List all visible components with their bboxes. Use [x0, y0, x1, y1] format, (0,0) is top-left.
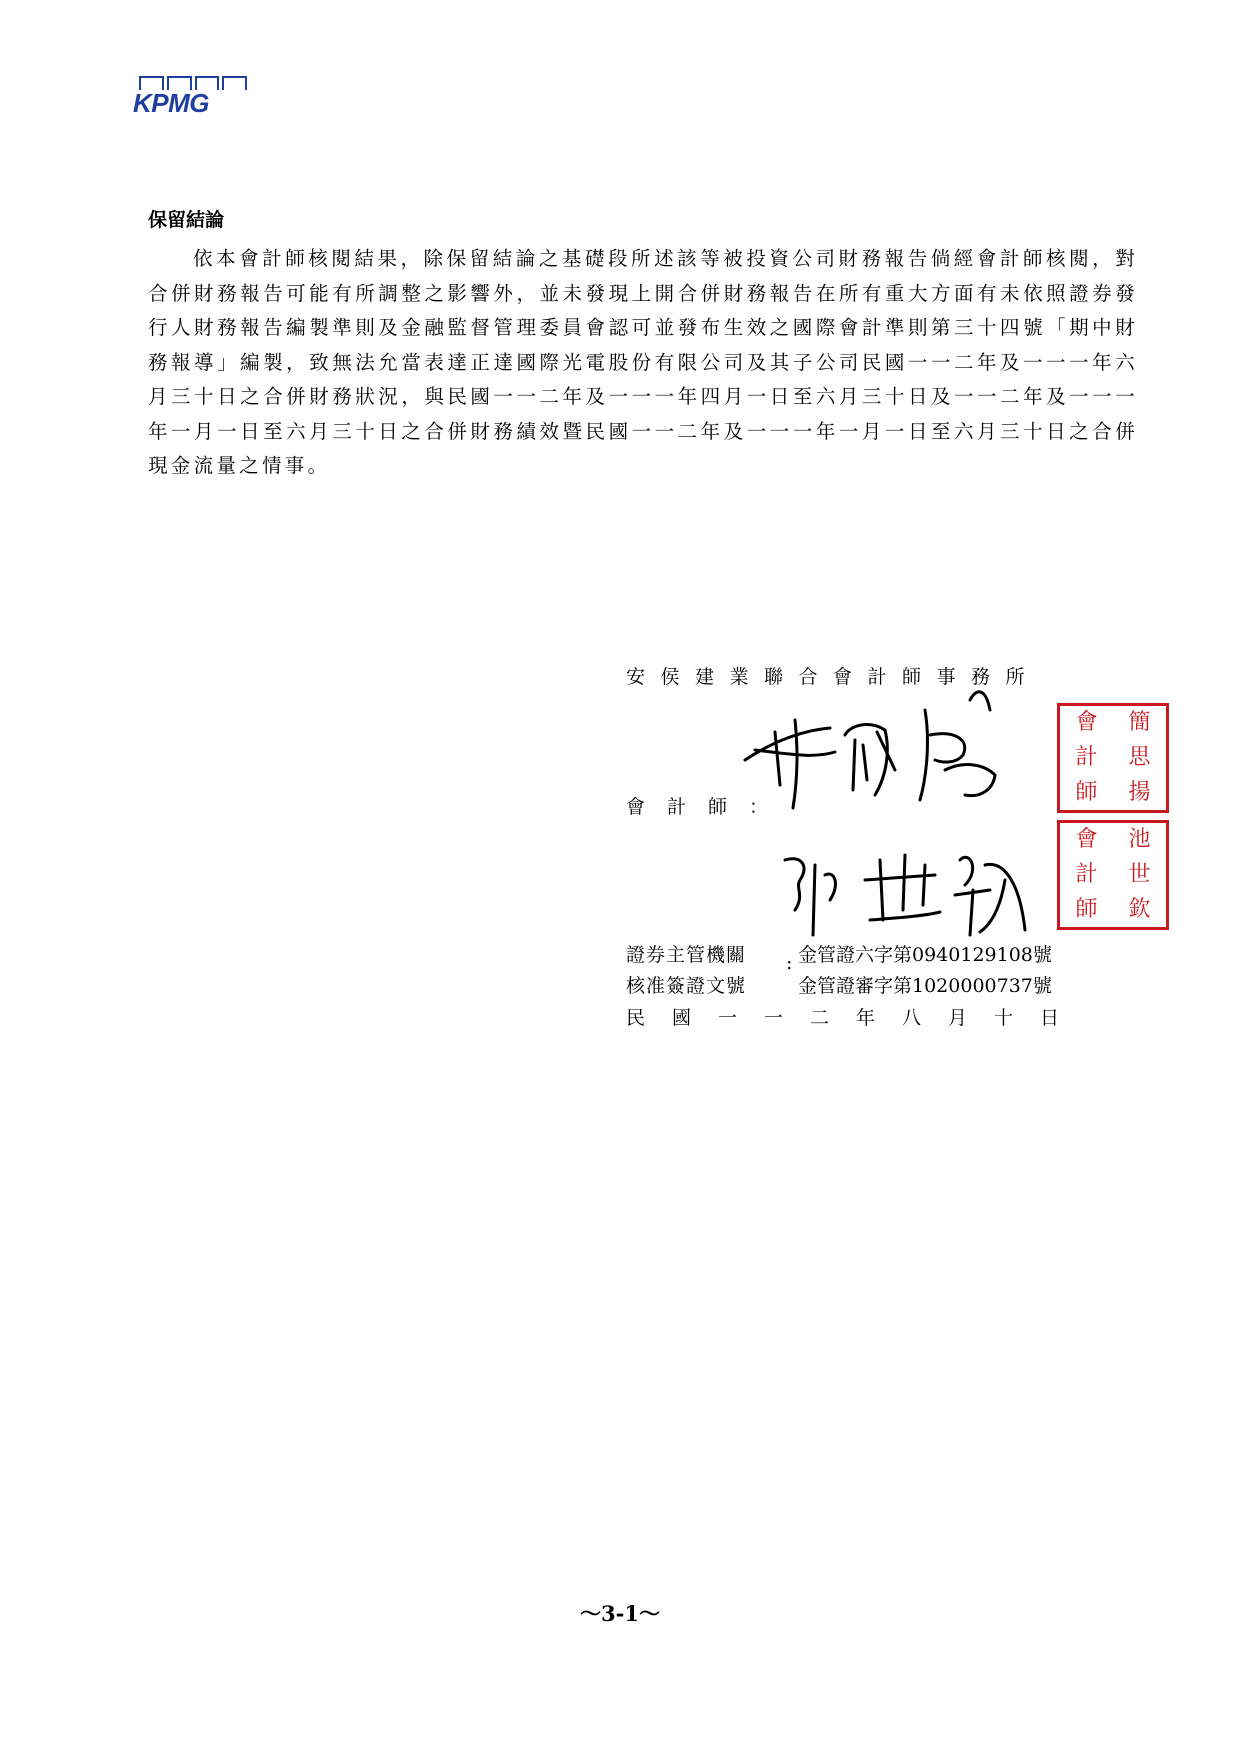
approval-label: 核准簽證文號 — [626, 975, 747, 997]
seal-2-char: 池 — [1128, 827, 1151, 853]
seal-1-char: 計 — [1075, 744, 1098, 770]
page-number: ～3-1～ — [580, 1601, 660, 1626]
kpmg-logo — [133, 76, 251, 120]
seal-1-char: 師 — [1075, 779, 1098, 805]
firm-name: 安侯建業聯合會計師事務所 — [626, 666, 1041, 688]
approval-label: 證券主管機關 — [626, 944, 747, 966]
cpa-label: 會計師： — [626, 796, 791, 818]
report-date: 民國一一二年八月十日 — [626, 1007, 1087, 1029]
handwritten-signature-2 — [775, 840, 1035, 945]
seal-2 — [1057, 820, 1169, 930]
section-heading: 保留結論 — [148, 209, 225, 231]
approval-value: 金管證審字第1020000737號 — [798, 975, 1052, 997]
seal-2-char: 師 — [1075, 896, 1098, 922]
seal-1-char: 簡 — [1128, 710, 1151, 736]
seal-2-char: 世 — [1128, 861, 1151, 887]
seal-1-char: 揚 — [1128, 779, 1151, 805]
logo-wordmark: KPMG — [133, 88, 209, 118]
seal-2-char: 欽 — [1128, 896, 1151, 922]
opinion-paragraph: 依本會計師核閱結果，除保留結論之基礎段所述該等被投資公司財務報告倘經會計師核閱，對合併財務報告可能有所調整之影響外，並未發現上開合併財務報告在所有重大方面有未依照證券發行人財務報告編製準則及金融監督管理委員會認可並發布生效之國際會計準則第三十四號「期中財務報導」編製，致無法允當表達正達國際光電股份有限公司及其子公司民國一一二年及一一一年六月三十日之合併財務狀況，與民國一一二年及一一一年四月一日至六月三十日及一一二年及一一一年一月一日至六月三十日之合併財務績效暨民國一一二年及一一一年一月一日至六月三十日之合併現金流量之情事。 — [148, 247, 1138, 477]
approval-colon: : — [786, 952, 793, 974]
seal-2-char: 會 — [1075, 827, 1098, 853]
seal-2-char: 計 — [1075, 861, 1098, 887]
approval-value: 金管證六字第0940129108號 — [798, 944, 1052, 966]
seal-1 — [1057, 703, 1169, 813]
seal-1-char: 會 — [1075, 710, 1098, 736]
seal-1-char: 思 — [1128, 744, 1151, 770]
approval-line — [626, 940, 746, 967]
approval-line — [626, 971, 746, 998]
